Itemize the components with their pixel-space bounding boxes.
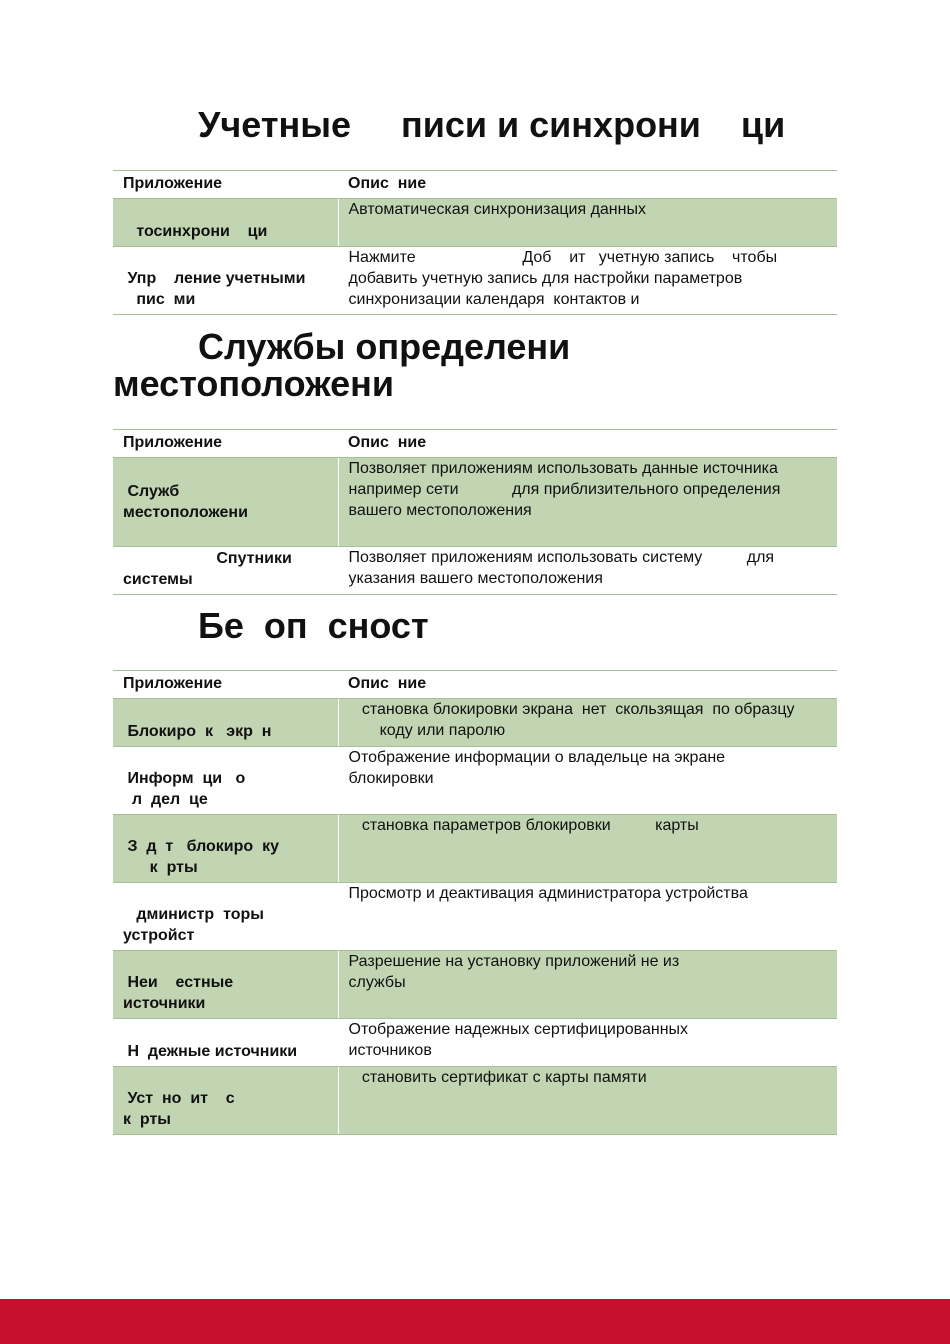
table-row [113,1067,837,1135]
column-header-app: Приложение [113,430,338,458]
section-title-accounts: Учетные писи и синхрони ци [198,104,786,145]
table-row [113,199,837,247]
section-title-location: Службы определени [198,326,571,367]
footer-bar [0,1299,950,1344]
row-description: Автоматическая синхронизация данных [338,199,837,247]
row-description: Нажмите Доб ит учетную запись чтобы добавить учетную запись для настройки параметров синхронизации календаря контактов и [338,247,837,315]
column-header-desc: Опис ние [338,671,837,699]
row-app-name: Уст но ит с к рты [113,1067,338,1135]
row-app-name: Блокиро к экр н [113,699,338,747]
column-header-desc: Опис ние [338,430,837,458]
table-row [113,1019,837,1067]
row-app-name: Служб местоположени [113,458,338,547]
row-app-name: Н дежные источники [113,1019,338,1067]
row-description: Позволяет приложениям использовать данные источника например сети для приблизительного определения вашего местоположения [338,458,837,547]
row-description: становить сертификат с карты памяти [338,1067,837,1135]
section-title-security: Бе оп сност [198,605,429,646]
row-description: Отображение информации о владельце на экране блокировки [338,747,837,815]
accounts-table [113,170,837,315]
row-description: Позволяет приложениям использовать систему для указания вашего местоположения [338,547,837,595]
row-description: Отображение надежных сертифицированных источников [338,1019,837,1067]
location-table [113,429,837,595]
row-app-name: Информ ци о л дел це [113,747,338,815]
row-description: Разрешение на установку приложений не из службы [338,951,837,1019]
table-row [113,747,837,815]
row-app-name: Упр ление учетными пис ми [113,247,338,315]
row-description: Просмотр и деактивация администратора устройства [338,883,837,951]
row-description: становка блокировки экрана нет скользящая по образцу коду или паролю [338,699,837,747]
table-header-row [113,430,837,458]
table-row [113,883,837,951]
table-header-row [113,671,837,699]
row-app-name: З д т блокиро ку к рты [113,815,338,883]
row-app-name: Неи естные источники [113,951,338,1019]
security-table [113,670,837,1135]
table-row [113,247,837,315]
column-header-app: Приложение [113,171,338,199]
column-header-app: Приложение [113,671,338,699]
table-row [113,699,837,747]
column-header-desc: Опис ние [338,171,837,199]
row-app-name: тосинхрони ци [113,199,338,247]
row-app-name: дминистр торы устройст [113,883,338,951]
row-app-name: Спутники системы [113,547,338,595]
table-row [113,951,837,1019]
table-row [113,815,837,883]
row-description: становка параметров блокировки карты [338,815,837,883]
table-row [113,547,837,595]
table-header-row [113,171,837,199]
table-row [113,458,837,547]
section-title-location-line2: местоположени [113,363,395,404]
